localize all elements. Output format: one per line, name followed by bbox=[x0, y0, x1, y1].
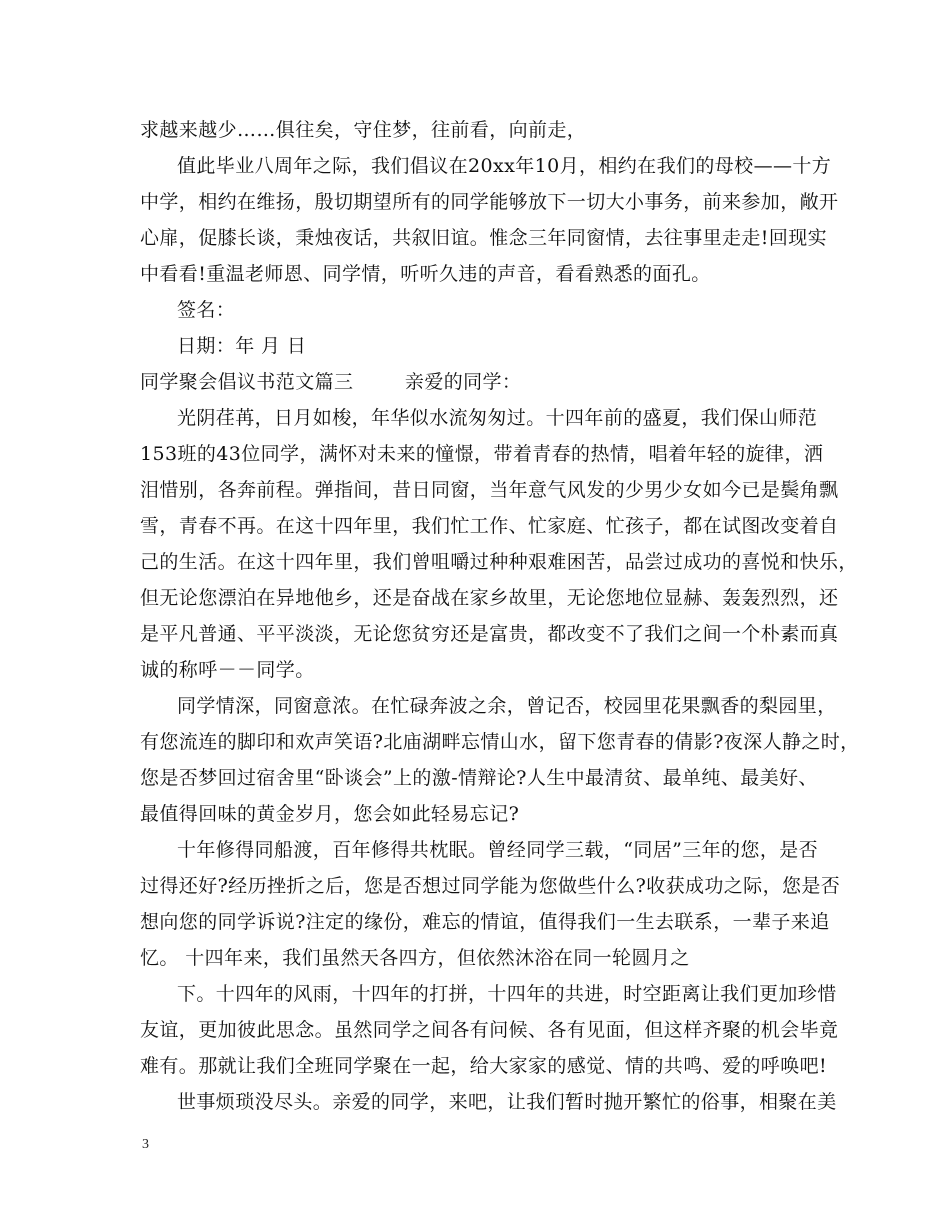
text-line: 友谊，更加彼此思念。虽然同学之间各有问候、各有见面，但这样齐聚的机会毕竟 bbox=[140, 1019, 839, 1041]
text-line: 忆。 十四年来，我们虽然天各四方，但依然沐浴在同一轮圆月之 bbox=[140, 947, 690, 969]
text-line: 十年修得同船渡，百年修得共枕眠。曾经同学三载，“同居”三年的您，是否 bbox=[177, 839, 819, 861]
text-line: 难有。那就让我们全班同学聚在一起，给大家家的感觉、情的共鸣、爱的呼唤吧! bbox=[140, 1055, 828, 1077]
text-line: 中学，相约在维扬，殷切期望所有的同学能够放下一切大小事务，前来参加，敞开 bbox=[140, 191, 839, 213]
text-line: 签名： bbox=[177, 299, 236, 321]
text-line: 过得还好?经历挫折之后，您是否想过同学能为您做些什么?收获成功之际，您是否 bbox=[140, 875, 841, 897]
text-line: 日期：年 月 日 bbox=[177, 335, 307, 357]
text-line: 您是否梦回过宿舍里“卧谈会”上的激-情辩论?人生中最清贫、最单纯、最美好、 bbox=[140, 767, 818, 789]
text-line: 求越来越少……俱往矣，守住梦，往前看，向前走， bbox=[140, 119, 587, 141]
text-line: 雪，青春不再。在这十四年里，我们忙工作、忙家庭、忙孩子，都在试图改变着自 bbox=[140, 515, 839, 537]
text-line: 最值得回味的黄金岁月，您会如此轻易忘记? bbox=[140, 803, 520, 825]
text-line: 有您流连的脚印和欢声笑语?北庙湖畔忘情山水，留下您青春的倩影?夜深人静之时， bbox=[140, 731, 860, 753]
text-line: 153班的43位同学，满怀对未来的憧憬，带着青春的热情，唱着年轻的旋律，洒 bbox=[140, 443, 824, 465]
text-line: 下。十四年的风雨，十四年的打拼，十四年的共进，时空距离让我们更加珍惜 bbox=[177, 983, 837, 1005]
text-line: 泪惜别，各奔前程。弹指间，昔日同窗，当年意气风发的少男少女如今已是鬓角飘 bbox=[140, 479, 839, 501]
text-line: 世事烦琐没尽头。亲爱的同学，来吧，让我们暂时抛开繁忙的俗事，相聚在美 bbox=[177, 1091, 837, 1113]
text-line: 己的生活。在这十四年里，我们曾咀嚼过种种艰难困苦，品尝过成功的喜悦和快乐， bbox=[140, 551, 858, 573]
text-line: 同学情深，同窗意浓。在忙碌奔波之余，曾记否，校园里花果飘香的梨园里， bbox=[177, 695, 837, 717]
text-line: 同学聚会倡议书范文篇三 亲爱的同学： bbox=[140, 371, 522, 393]
text-line: 诚的称呼－－同学。 bbox=[140, 659, 315, 681]
text-line: 但无论您漂泊在异地他乡，还是奋战在家乡故里，无论您地位显赫、轰轰烈烈，还 bbox=[140, 587, 839, 609]
text-line: 想向您的同学诉说?注定的缘份，难忘的情谊，值得我们一生去联系，一辈子来追 bbox=[140, 911, 830, 933]
page-number: 3 bbox=[142, 1137, 149, 1152]
text-line: 光阴荏苒，日月如梭，年华似水流匆匆过。十四年前的盛夏，我们保山师范 bbox=[177, 407, 818, 429]
text-line: 是平凡普通、平平淡淡，无论您贫穷还是富贵，都改变不了我们之间一个朴素而真 bbox=[140, 623, 839, 645]
text-line: 心扉，促膝长谈，秉烛夜话，共叙旧谊。惟念三年同窗情，去往事里走走!回现实 bbox=[140, 227, 828, 249]
text-line: 中看看!重温老师恩、同学情，听听久违的声音，看看熟悉的面孔。 bbox=[140, 263, 711, 285]
text-line: 值此毕业八周年之际，我们倡议在20xx年10月，相约在我们的母校——十方 bbox=[177, 155, 832, 177]
